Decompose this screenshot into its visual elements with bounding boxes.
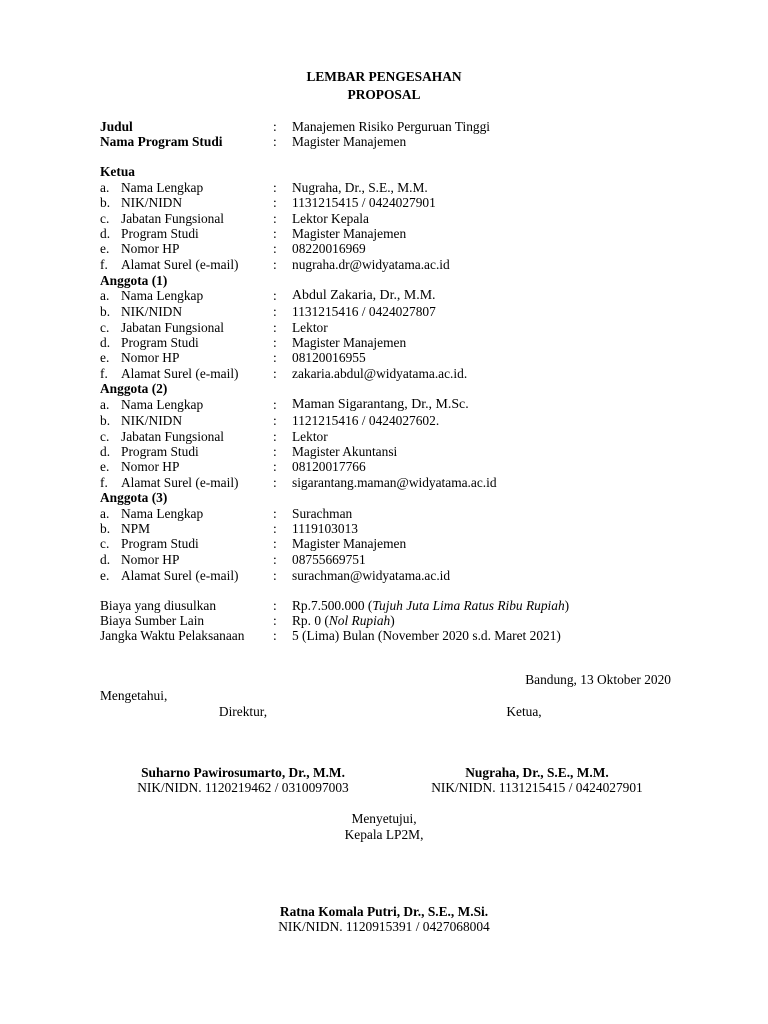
judul-label: Judul (100, 119, 133, 134)
row-value: Lektor (292, 429, 328, 444)
colon: : (273, 568, 277, 583)
row-value: Magister Manajemen (292, 226, 407, 241)
kepala-nidn: NIK/NIDN. 1120915391 / 0427068004 (278, 919, 490, 934)
colon: : (273, 320, 277, 335)
anggota2-row (100, 429, 700, 445)
colon: : (273, 335, 277, 350)
ketua-title: Ketua, (506, 704, 542, 719)
row-value: Lektor (292, 320, 328, 335)
ketua-row (100, 180, 700, 196)
place-date: Bandung, 13 Oktober 2020 (525, 672, 671, 687)
row-value: 08220016969 (292, 241, 366, 256)
colon: : (273, 552, 277, 567)
row-letter: e. (100, 350, 110, 365)
row-label: Alamat Surel (e-mail) (121, 568, 239, 583)
anggota3-row (100, 568, 700, 584)
row-letter: d. (100, 226, 111, 241)
row-value: 08755669751 (292, 552, 366, 567)
row-label: NPM (121, 521, 151, 536)
anggota3-row (100, 506, 700, 522)
anggota3-row (100, 536, 700, 552)
judul-value: Manajemen Risiko Perguruan Tinggi (292, 119, 491, 134)
biaya-usulan-row (100, 598, 700, 614)
row-letter: a. (100, 506, 110, 521)
colon: : (273, 241, 277, 256)
row-value: Magister Manajemen (292, 536, 407, 551)
biaya-usulan-amount: Rp.7.500.000 ( (292, 598, 373, 613)
ketua-nidn: NIK/NIDN. 1131215415 / 0424027901 (431, 780, 643, 795)
colon: : (273, 257, 277, 272)
anggota2-row (100, 397, 700, 413)
row-letter: e. (100, 568, 110, 583)
row-letter: c. (100, 320, 110, 335)
biaya-lain-value (292, 613, 395, 629)
anggota1-row (100, 304, 700, 320)
row-label: Program Studi (121, 335, 199, 350)
row-label: Nomor HP (121, 350, 180, 365)
row-letter: b. (100, 521, 111, 536)
biaya-usulan-close: ) (564, 598, 570, 613)
row-label: Nama Lengkap (121, 397, 204, 412)
row-label: NIK/NIDN (121, 413, 182, 428)
row-label: Nomor HP (121, 552, 180, 567)
anggota2-row (100, 413, 700, 429)
colon: : (273, 288, 277, 303)
anggota1-row (100, 350, 700, 366)
row-label: NIK/NIDN (121, 304, 182, 319)
row-letter: e. (100, 459, 110, 474)
row-label: Alamat Surel (e-mail) (121, 475, 239, 490)
colon: : (273, 350, 277, 365)
ketua-heading: Ketua (100, 164, 135, 179)
row-label: Nama Lengkap (121, 180, 204, 195)
colon: : (273, 613, 277, 628)
row-label: Program Studi (121, 226, 199, 241)
anggota1-heading: Anggota (1) (100, 273, 168, 288)
colon: : (273, 628, 277, 643)
anggota3-heading: Anggota (3) (100, 490, 168, 505)
anggota1-row (100, 320, 700, 336)
direktur-title: Direktur, (218, 704, 268, 719)
colon: : (273, 506, 277, 521)
ketua-row (100, 226, 700, 242)
row-letter: a. (100, 180, 110, 195)
row-value: Abdul Zakaria, Dr., M.M. (292, 288, 436, 303)
judul-row (100, 119, 700, 135)
colon: : (273, 366, 277, 381)
row-label: Jabatan Fungsional (121, 211, 225, 226)
mengetahui-label: Mengetahui, (100, 688, 168, 703)
anggota3-row (100, 552, 700, 568)
colon: : (273, 304, 277, 319)
row-value: 1121215416 / 0424027602. (292, 413, 440, 428)
kepala-title: Kepala LP2M, (344, 827, 424, 842)
row-letter: c. (100, 211, 110, 226)
jangka-waktu-row (100, 628, 700, 644)
anggota2-row (100, 475, 700, 491)
jangka-waktu-label: Jangka Waktu Pelaksanaan (100, 628, 245, 643)
row-value: sigarantang.maman@widyatama.ac.id (292, 475, 497, 490)
row-value: 1131215416 / 0424027807 (292, 304, 436, 319)
row-letter: f. (100, 257, 108, 272)
ketua-name: Nugraha, Dr., S.E., M.M. (465, 765, 609, 780)
colon: : (273, 226, 277, 241)
row-label: Nomor HP (121, 241, 180, 256)
colon: : (273, 521, 277, 536)
row-letter: a. (100, 288, 110, 303)
colon: : (273, 429, 277, 444)
row-label: Program Studi (121, 444, 199, 459)
prodi-label: Nama Program Studi (100, 134, 223, 149)
row-value: zakaria.abdul@widyatama.ac.id. (292, 366, 468, 381)
colon: : (273, 119, 277, 134)
ketua-row (100, 257, 700, 273)
ketua-row (100, 241, 700, 257)
row-letter: d. (100, 335, 111, 350)
biaya-lain-words: Nol Rupiah (328, 613, 391, 628)
ketua-row (100, 195, 700, 211)
row-value: 1119103013 (292, 521, 358, 536)
biaya-lain-row (100, 613, 700, 629)
anggota1-row (100, 335, 700, 351)
menyetujui-label: Menyetujui, (351, 811, 417, 826)
document-title: LEMBAR PENGESAHAN (306, 69, 462, 84)
anggota1-row (100, 366, 700, 382)
colon: : (273, 397, 277, 412)
row-letter: b. (100, 304, 111, 319)
row-value: Lektor Kepala (292, 211, 369, 226)
row-value: Magister Manajemen (292, 335, 407, 350)
colon: : (273, 180, 277, 195)
row-value: Nugraha, Dr., S.E., M.M. (292, 180, 428, 195)
row-letter: d. (100, 552, 111, 567)
row-letter: f. (100, 475, 108, 490)
row-label: Alamat Surel (e-mail) (121, 257, 239, 272)
row-label: Alamat Surel (e-mail) (121, 366, 239, 381)
colon: : (273, 444, 277, 459)
colon: : (273, 475, 277, 490)
direktur-nidn: NIK/NIDN. 1120219462 / 0310097003 (137, 780, 349, 795)
row-value: Magister Akuntansi (292, 444, 398, 459)
row-label: Jabatan Fungsional (121, 320, 225, 335)
row-value: 08120016955 (292, 350, 366, 365)
row-letter: c. (100, 429, 110, 444)
row-value: Maman Sigarantang, Dr., M.Sc. (292, 397, 469, 412)
prodi-value: Magister Manajemen (292, 134, 407, 149)
row-value: Surachman (292, 506, 353, 521)
biaya-lain-close: ) (390, 613, 395, 628)
row-value: surachman@widyatama.ac.id (292, 568, 451, 583)
row-letter: d. (100, 444, 111, 459)
colon: : (273, 195, 277, 210)
colon: : (273, 598, 277, 613)
direktur-name: Suharno Pawirosumarto, Dr., M.M. (141, 765, 345, 780)
colon: : (273, 459, 277, 474)
row-label: Nama Lengkap (121, 288, 204, 303)
biaya-lain-label: Biaya Sumber Lain (100, 613, 205, 628)
row-label: Program Studi (121, 536, 199, 551)
anggota1-row (100, 288, 700, 304)
anggota2-heading: Anggota (2) (100, 381, 168, 396)
colon: : (273, 413, 277, 428)
biaya-usulan-label: Biaya yang diusulkan (100, 598, 217, 613)
colon: : (273, 134, 277, 149)
row-letter: b. (100, 195, 111, 210)
colon: : (273, 536, 277, 551)
row-label: Nama Lengkap (121, 506, 204, 521)
row-letter: f. (100, 366, 108, 381)
biaya-lain-amount: Rp. 0 ( (292, 613, 329, 628)
row-letter: c. (100, 536, 110, 551)
kepala-name: Ratna Komala Putri, Dr., S.E., M.Si. (279, 904, 489, 919)
row-letter: e. (100, 241, 110, 256)
jangka-waktu-value: 5 (Lima) Bulan (November 2020 s.d. Maret 2021) (292, 628, 561, 643)
row-label: Jabatan Fungsional (121, 429, 225, 444)
colon: : (273, 211, 277, 226)
row-label: NIK/NIDN (121, 195, 182, 210)
row-letter: b. (100, 413, 111, 428)
anggota2-row (100, 459, 700, 475)
anggota3-row (100, 521, 700, 537)
prodi-row (100, 134, 700, 150)
row-value: nugraha.dr@widyatama.ac.id (292, 257, 450, 272)
row-value: 08120017766 (292, 459, 366, 474)
row-label: Nomor HP (121, 459, 180, 474)
biaya-usulan-words: Tujuh Juta Lima Ratus Ribu Rupiah (372, 598, 565, 613)
biaya-usulan-value (292, 598, 569, 614)
document-subtitle: PROPOSAL (347, 87, 421, 102)
row-value: 1131215415 / 0424027901 (292, 195, 436, 210)
ketua-row (100, 211, 700, 227)
row-letter: a. (100, 397, 110, 412)
anggota2-row (100, 444, 700, 460)
